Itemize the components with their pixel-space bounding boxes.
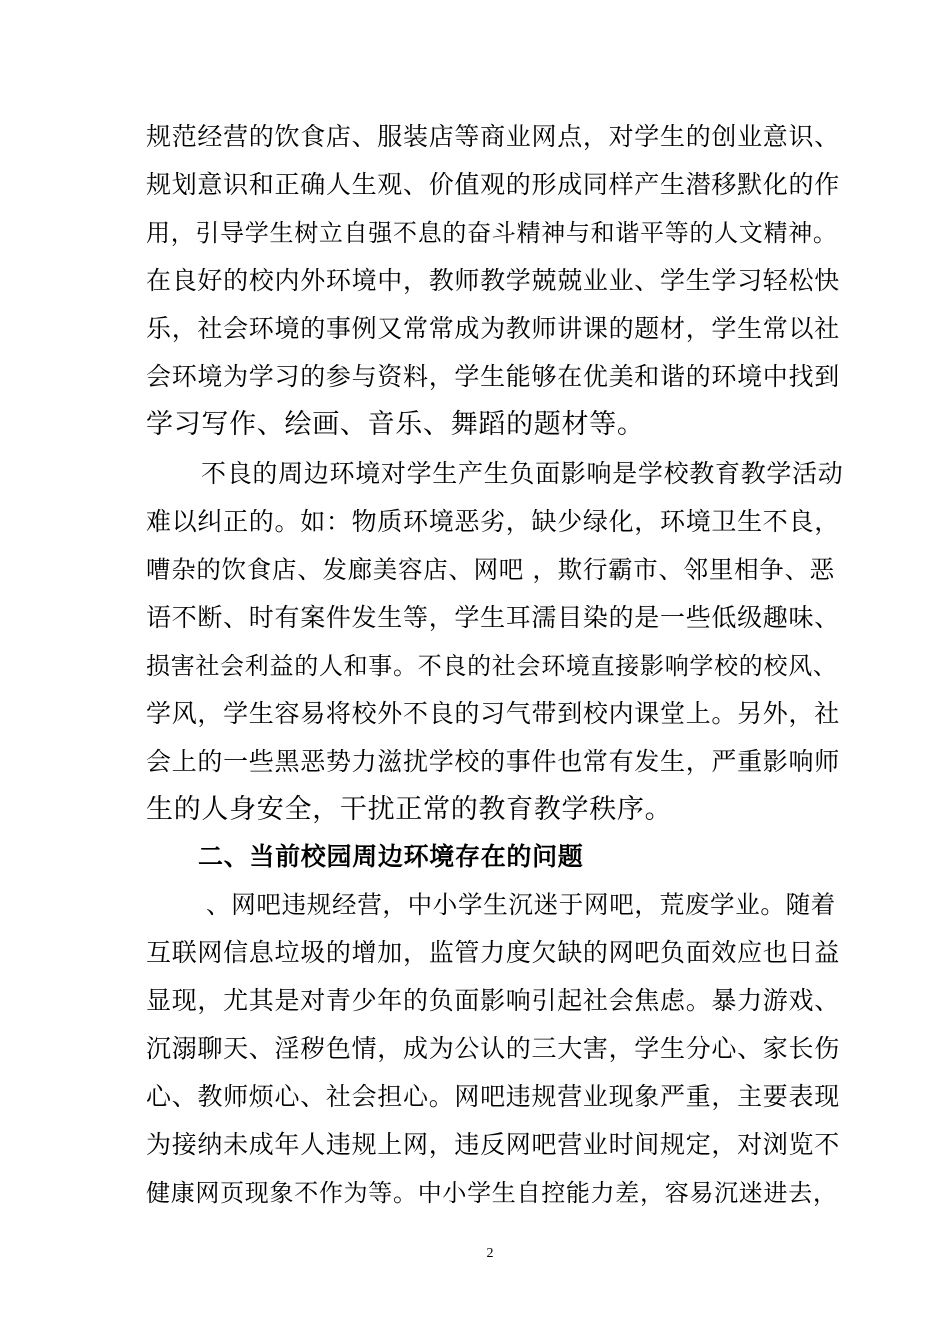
section-heading: 二、当前校园周边环境存在的问题 xyxy=(198,842,584,871)
paragraph-line: 学风，学生容易将校外不良的习气带到校内课堂上。另外，社 xyxy=(146,699,840,728)
paragraph-line: 规划意识和正确人生观、价值观的形成同样产生潜移默化的作 xyxy=(146,170,840,199)
paragraph-line: 心、教师烦心、社会担心。网吧违规营业现象严重，主要表现 xyxy=(146,1082,840,1111)
paragraph-line: 互联网信息垃圾的增加，监管力度欠缺的网吧负面效应也日益 xyxy=(146,938,840,967)
paragraph-line: 生的人身安全，干扰正常的教育教学秩序。 xyxy=(146,794,673,825)
paragraph-line: 显现，尤其是对青少年的负面影响引起社会焦虑。暴力游戏、 xyxy=(146,986,840,1015)
paragraph-line: 难以纠正的。如：物质环境恶劣，缺少绿化，环境卫生不良， xyxy=(146,507,840,536)
paragraph-line: 嘈杂的饮食店、发廊美容店、网吧 ，欺行霸市、邻里相争、恶 xyxy=(146,555,835,584)
paragraph-line: 为接纳未成年人违规上网，违反网吧营业时间规定，对浏览不 xyxy=(146,1130,840,1159)
paragraph-line: 规范经营的饮食店、服装店等商业网点，对学生的创业意识、 xyxy=(146,122,840,151)
paragraph-line: 在良好的校内外环境中，教师教学兢兢业业、学生学习轻松快 xyxy=(146,266,840,295)
paragraph-line: 用，引导学生树立自强不息的奋斗精神与和谐平等的人文精神。 xyxy=(146,219,838,247)
paragraph-line: 会环境为学习的参与资料，学生能够在优美和谐的环境中找到 xyxy=(146,362,840,391)
paragraph-line: 会上的一些黑恶势力滋扰学校的事件也常有发生，严重影响师 xyxy=(146,747,840,776)
paragraph-line: 损害社会利益的人和事。不良的社会环境直接影响学校的校风、 xyxy=(146,652,838,680)
paragraph-line: 语不断、时有案件发生等，学生耳濡目染的是一些低级趣味、 xyxy=(146,603,840,632)
page-number: 2 xyxy=(486,1246,494,1261)
paragraph-line: 健康网页现象不作为等。中小学生自控能力差，容易沉迷进去， xyxy=(146,1179,838,1207)
paragraph-line: 沉溺聊天、淫秽色情，成为公认的三大害，学生分心、家长伤 xyxy=(146,1034,840,1063)
paragraph-line: 、网吧违规经营，中小学生沉迷于网吧，荒废学业。随着 xyxy=(206,890,836,919)
paragraph-line: 学习写作、绘画、音乐、舞蹈的题材等。 xyxy=(146,409,645,440)
paragraph-line: 不良的周边环境对学生产生负面影响是学校教育教学活动 xyxy=(201,459,844,488)
paragraph-line: 乐，社会环境的事例又常常成为教师讲课的题材，学生常以社 xyxy=(146,314,840,343)
